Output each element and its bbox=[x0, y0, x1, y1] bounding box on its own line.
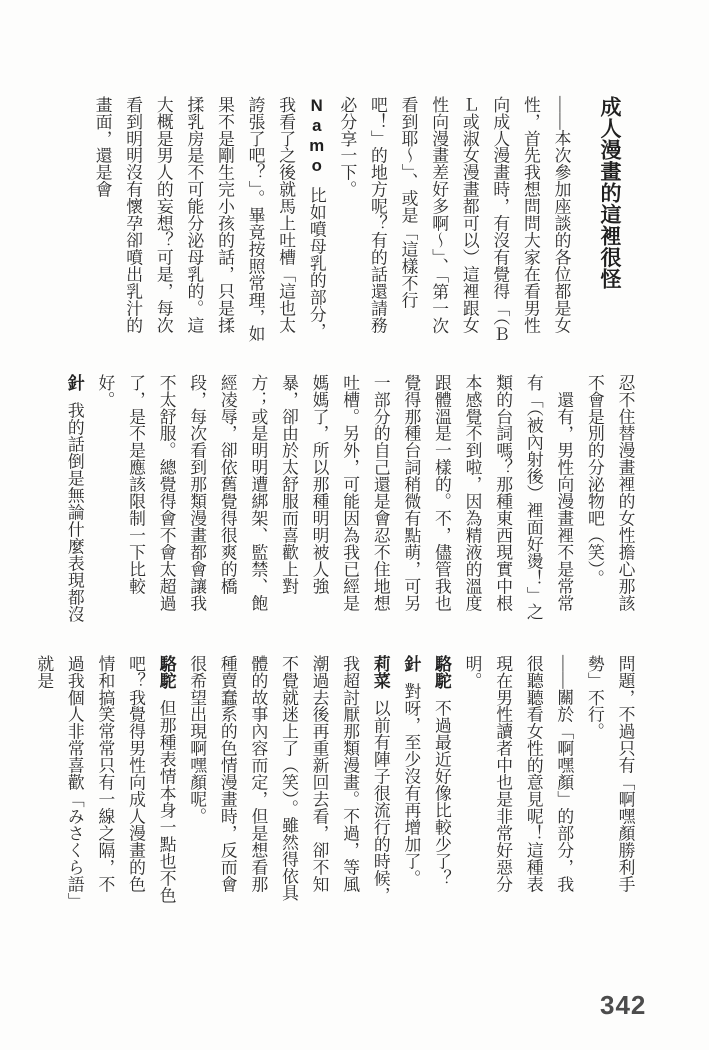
paragraph bbox=[579, 374, 640, 628]
paragraph-text: ——關於「啊嘿顏」的部分，我很聽聽看女性的意見呢！這種表現在男性讀者中也是非常好惡分明。 bbox=[463, 655, 574, 893]
paragraph-text: 問題，不過只有「啊嘿顏勝利手勢」不行。 bbox=[585, 655, 635, 893]
paragraph-text: 比如噴母乳的部分，我看了之後就馬上吐槽「這也太誇張了吧？」。畢竟按照常理，如果不是剛生完小孩的話，只是揉揉乳房是不可能分泌母乳的。這大概是男人的妄想？可是，每次看到明明沒有懷孕卻噴出乳汁的畫面，還是會 bbox=[93, 96, 327, 343]
paragraph-text: 我的話倒是無論什麼表現都沒 bbox=[65, 401, 85, 623]
speaker-name: 針 bbox=[401, 655, 421, 672]
paragraph-text: 還有，男性向漫畫裡不是常常有「（被內射後）裡面好燙！」之類的台詞嗎？那種東西現實中根本感覺不到啦，因為精液的溫度跟體溫是一樣的。不，儘管我也覺得那種台詞稍微有點萌，可另一部分的自己還是會忍不住地想吐槽。另外，可能因為我已經是媽媽了，所以那種明明被人強暴，卻由於太舒服而喜歡上對方；或是明明遭綁架、監禁、飽經凌辱，卻依舊覺得很爽的橋段，每次看到那類漫畫都會讓我不太舒服。總覺得會不會太超過了，是不是應該限制一下比較好。 bbox=[95, 374, 574, 621]
paragraph bbox=[87, 96, 332, 350]
text-block-bottom bbox=[34, 655, 640, 909]
paragraph-text: ——本次參加座談的各位都是女性，首先我想問問大家在看男性向成人漫畫時，有沒有覺得「（ＢＬ或淑女漫畫都可以）這裡跟女性向漫畫差好多啊～」、「第一次看到耶～」、或是「這樣不行吧！」的地方呢？有的話還請務必分享一下。 bbox=[337, 96, 571, 343]
paragraph bbox=[395, 655, 426, 909]
speaker-name: 針 bbox=[65, 374, 85, 391]
paragraph bbox=[28, 655, 181, 909]
paragraph bbox=[181, 655, 395, 909]
paragraph bbox=[331, 96, 576, 350]
speaker-name: 駱駝 bbox=[157, 655, 177, 689]
text-block-middle bbox=[65, 374, 640, 628]
paragraph bbox=[426, 655, 457, 909]
text-block-top bbox=[88, 96, 640, 350]
speaker-name: 駱駝 bbox=[432, 655, 452, 689]
paragraph-text: 忍不住替漫畫裡的女性擔心那該不會是別的分泌物吧（笑）。 bbox=[585, 374, 635, 612]
paragraph-text: 不過最近好像比較少了？ bbox=[432, 699, 452, 887]
article-heading: 成人漫畫的這裡很怪 bbox=[598, 96, 621, 290]
paragraph bbox=[456, 655, 578, 909]
paragraph bbox=[89, 374, 579, 628]
paragraph-text: 以前有陣子很流行的時候，我超討厭那類漫畫。不過，等風潮過去後再重新回去看，卻不知不覺就迷上了（笑）。雖然得依具體的故事內容而定，但是想看那種賣蠢系的色情漫畫時，反而會很希望出現啊嘿顏呢。 bbox=[187, 655, 391, 904]
speaker-name: Namo bbox=[307, 96, 327, 176]
page-number: 342 bbox=[600, 990, 647, 1020]
paragraph-text: 但那種表情本身一點也不色吧？我覺得男性向成人漫畫的色情和搞笑常常只有一線之隔，不過我個人非常喜歡「みさくら語」就是 bbox=[34, 655, 177, 904]
paragraph bbox=[59, 374, 90, 628]
paragraph-text: 對呀，至少沒有再增加了。 bbox=[401, 682, 421, 887]
speaker-name: 莉菜 bbox=[371, 655, 391, 689]
paragraph bbox=[579, 655, 640, 909]
